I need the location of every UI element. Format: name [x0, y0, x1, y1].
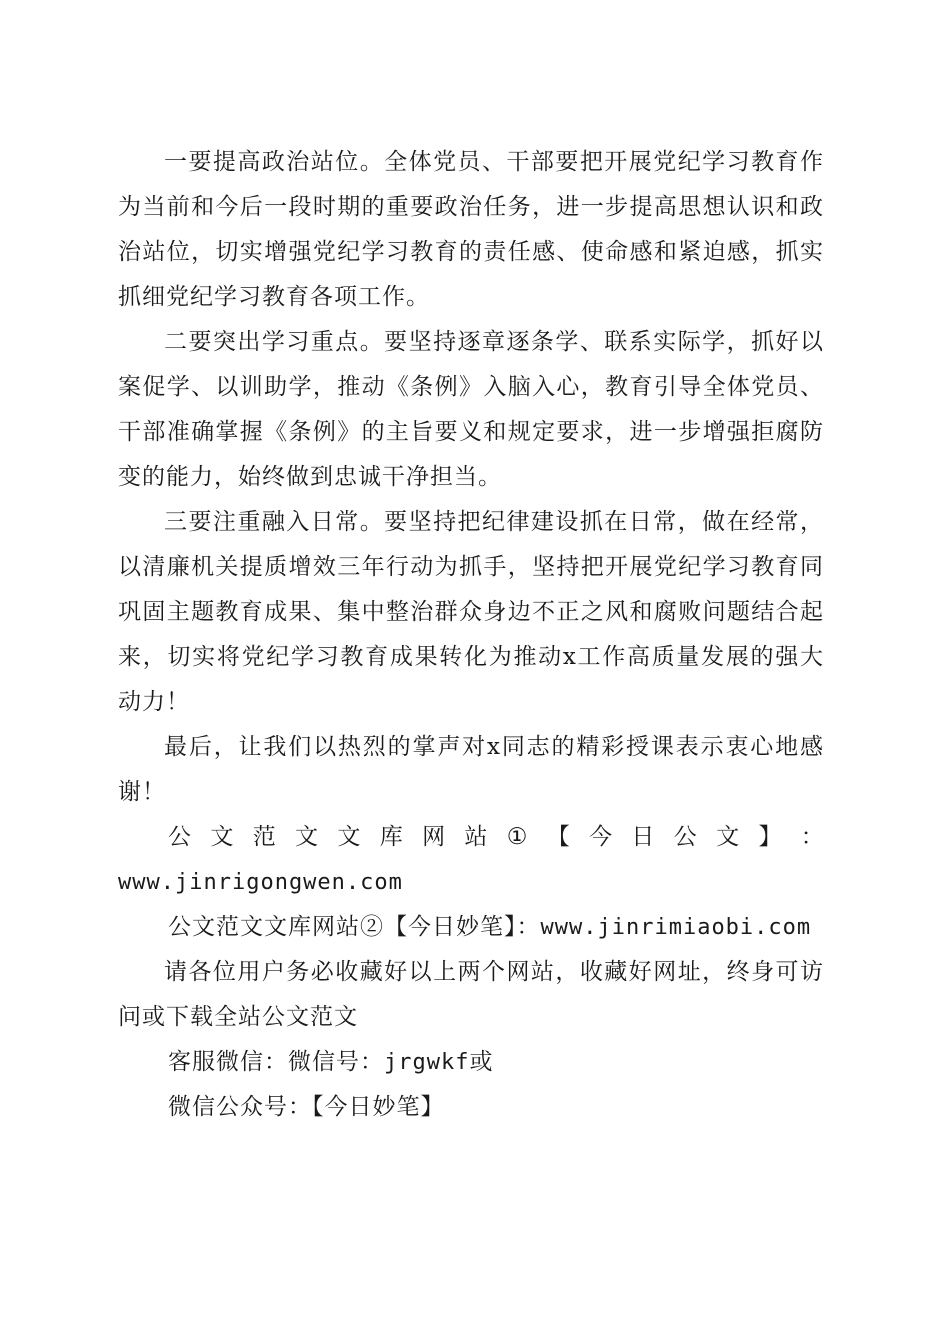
site1-url[interactable]: www.jinrigongwen.com: [118, 870, 403, 895]
site2-url[interactable]: www.jinrimiaobi.com: [540, 915, 812, 940]
wechat-id: jrgwkf: [384, 1050, 470, 1075]
site1-label: [118, 815, 824, 860]
site2-line: [118, 905, 824, 950]
site1-char: 公: [168, 824, 191, 850]
site1-char: 范: [252, 824, 276, 850]
site1-char: 【: [546, 824, 570, 850]
site1-char: 公: [673, 824, 697, 850]
site1-char: 文: [295, 824, 319, 850]
document-page: [118, 140, 824, 1130]
paragraph-4: 最后，让我们以热烈的掌声对x同志的精彩授课表示衷心地感谢！: [118, 734, 824, 805]
wechat-label: 客服微信：微信号：: [168, 1049, 384, 1075]
site1-char: 站: [464, 824, 488, 850]
paragraph-3: 三要注重融入日常。要坚持把纪律建设抓在日常，做在经常，以清廉机关提质增效三年行动为抓手，坚持把开展党纪学习教育同巩固主题教育成果、集中整治群众身边不正之风和腐败问题结合起来，切实将党纪学习教育成果转化为推动x工作高质量发展的强大动力！: [118, 509, 824, 715]
notice-paragraph: 请各位用户务必收藏好以上两个网站，收藏好网址，终身可访问或下载全站公文范文: [118, 959, 824, 1030]
site1-char: 网: [422, 824, 446, 850]
site1-char: 库: [379, 824, 403, 850]
site1-url-line: [118, 860, 824, 905]
site1-char: ①: [506, 824, 528, 850]
paragraph-1: 一要提高政治站位。全体党员、干部要把开展党纪学习教育作为当前和今后一段时期的重要政治任务，进一步提高思想认识和政治站位，切实增强党纪学习教育的责任感、使命感和紧迫感，抓实抓细党纪学习教育各项工作。: [118, 149, 824, 310]
site1-char: 今: [589, 824, 613, 850]
site1-char: 文: [210, 824, 234, 850]
site1-char: 文: [716, 824, 740, 850]
site1-char: 文: [337, 824, 361, 850]
site1-char: 】: [758, 824, 782, 850]
wechat-line: [118, 1040, 824, 1085]
official-account-line: 微信公众号：【今日妙笔】: [168, 1094, 445, 1120]
site1-char: ：: [800, 824, 824, 850]
site1-char: 日: [631, 824, 655, 850]
site2-label: 公文范文文库网站②【今日妙笔】：: [168, 914, 541, 940]
wechat-or: 或: [469, 1049, 494, 1075]
paragraph-2: 二要突出学习重点。要坚持逐章逐条学、联系实际学，抓好以案促学、以训助学，推动《条例》入脑入心，教育引导全体党员、干部准确掌握《条例》的主旨要义和规定要求，进一步增强拒腐防变的能力，始终做到忠诚干净担当。: [118, 329, 824, 490]
